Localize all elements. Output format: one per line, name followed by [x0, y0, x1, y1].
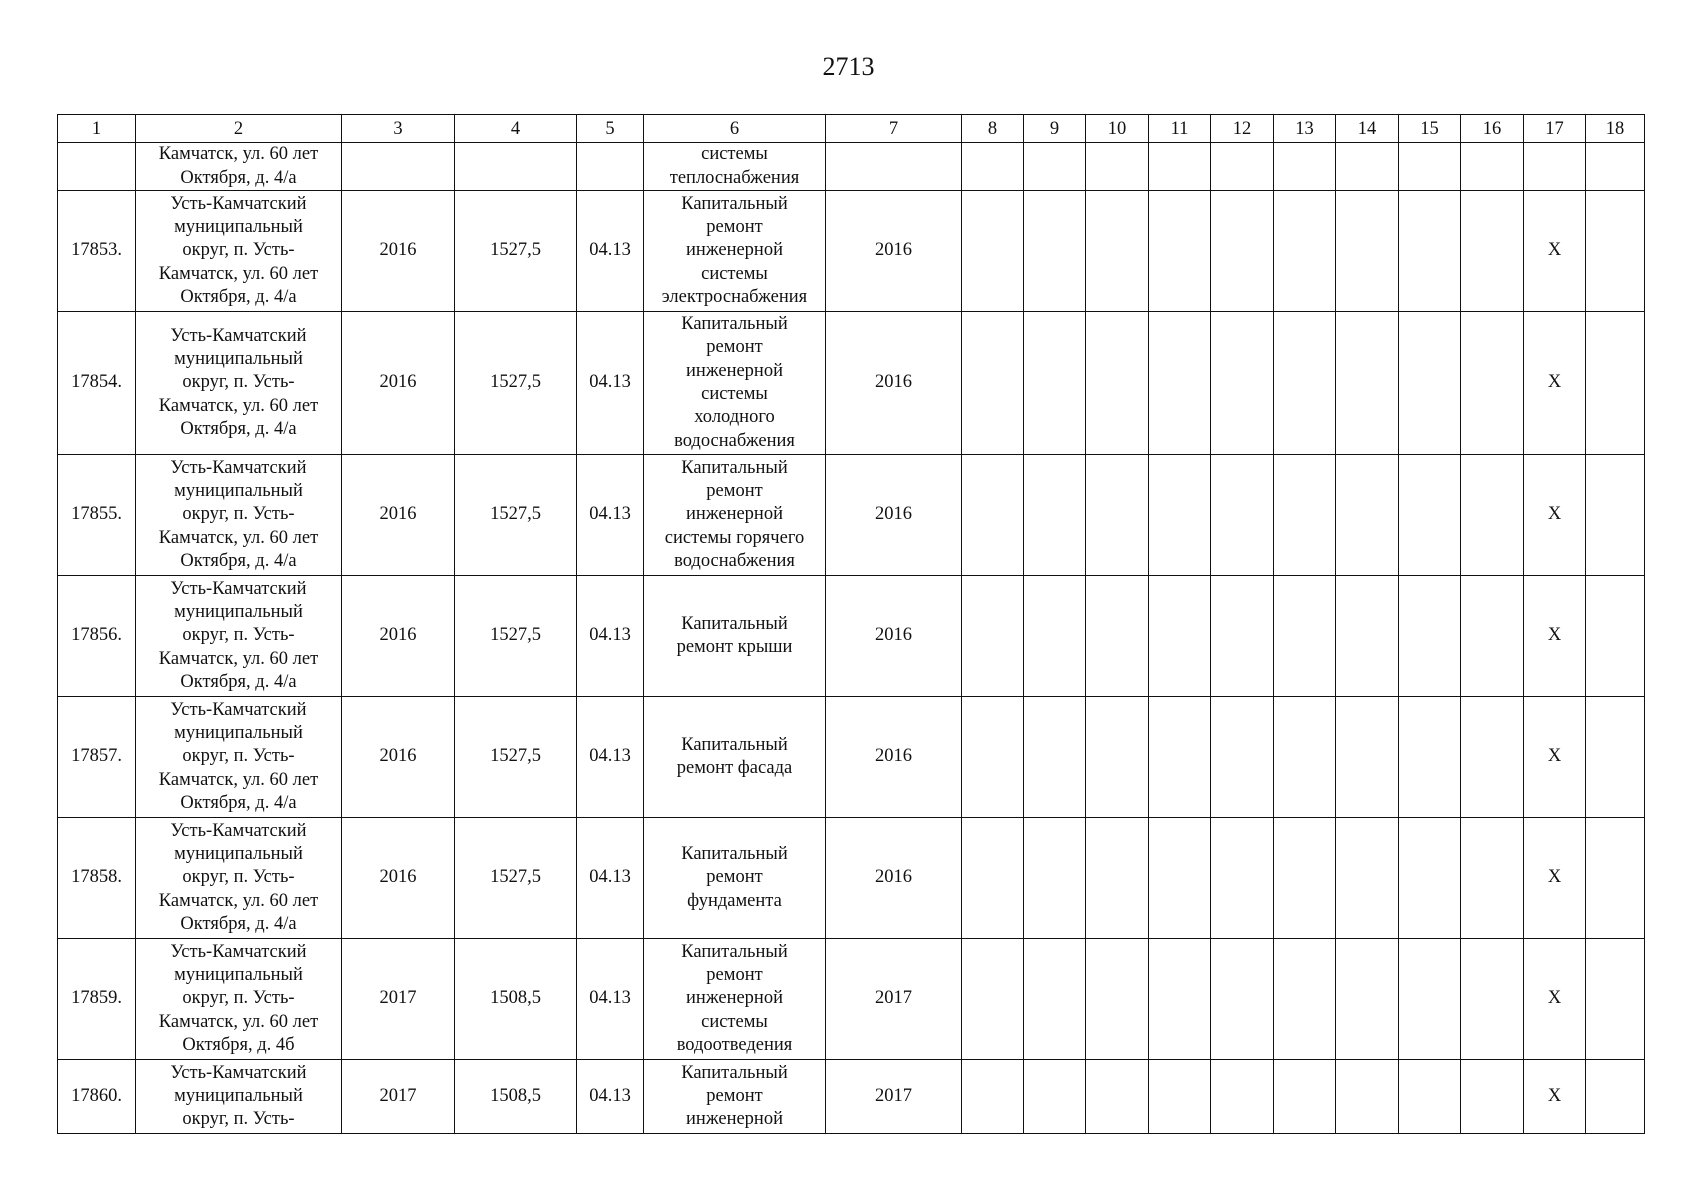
row-number: 17853. — [58, 191, 136, 312]
plan-year-cell: 2017 — [826, 939, 962, 1060]
data-table — [57, 114, 1645, 1134]
empty-cell — [1461, 697, 1524, 818]
column-header: 16 — [1461, 115, 1524, 143]
empty-cell — [1086, 939, 1149, 1060]
empty-cell — [1149, 191, 1211, 312]
empty-cell — [1086, 312, 1149, 455]
row-number: 17860. — [58, 1060, 136, 1134]
plan-year-cell — [826, 143, 962, 191]
table-row — [58, 576, 1645, 697]
empty-cell — [1336, 143, 1399, 191]
area-cell: 1527,5 — [455, 576, 577, 697]
work-type-cell: Капитальный ремонт инженерной системы водоотведения — [644, 939, 826, 1060]
empty-cell — [1586, 312, 1645, 455]
address-cell: Усть-Камчатский муниципальный округ, п. Усть- Камчатск, ул. 60 лет Октября, д. 4/а — [136, 697, 342, 818]
address-cell: Усть-Камчатский муниципальный округ, п. Усть- Камчатск, ул. 60 лет Октября, д. 4/а — [136, 576, 342, 697]
empty-cell — [1336, 312, 1399, 455]
empty-cell — [1274, 143, 1336, 191]
empty-cell — [1149, 1060, 1211, 1134]
year-cell — [342, 143, 455, 191]
column-header: 13 — [1274, 115, 1336, 143]
empty-cell — [1274, 312, 1336, 455]
area-cell: 1527,5 — [455, 191, 577, 312]
work-type-cell: Капитальный ремонт инженерной — [644, 1060, 826, 1134]
empty-cell — [1399, 818, 1461, 939]
empty-cell — [1399, 455, 1461, 576]
col17-mark: X — [1524, 697, 1586, 818]
empty-cell — [1586, 697, 1645, 818]
empty-cell — [962, 939, 1024, 1060]
address-cell: Усть-Камчатский муниципальный округ, п. Усть- Камчатск, ул. 60 лет Октября, д. 4/а — [136, 191, 342, 312]
empty-cell — [1086, 818, 1149, 939]
empty-cell — [1336, 818, 1399, 939]
empty-cell — [1149, 939, 1211, 1060]
empty-cell — [1399, 939, 1461, 1060]
empty-cell — [1336, 1060, 1399, 1134]
empty-cell — [1149, 455, 1211, 576]
empty-cell — [1274, 576, 1336, 697]
col17-mark: X — [1524, 1060, 1586, 1134]
work-type-cell: Капитальный ремонт инженерной системы электроснабжения — [644, 191, 826, 312]
code-cell: 04.13 — [577, 455, 644, 576]
empty-cell — [1149, 143, 1211, 191]
row-number: 17859. — [58, 939, 136, 1060]
empty-cell — [1024, 1060, 1086, 1134]
column-header: 1 — [58, 115, 136, 143]
year-cell: 2016 — [342, 191, 455, 312]
empty-cell — [1399, 191, 1461, 312]
address-cell: Усть-Камчатский муниципальный округ, п. Усть- Камчатск, ул. 60 лет Октября, д. 4/а — [136, 818, 342, 939]
area-cell: 1527,5 — [455, 455, 577, 576]
year-cell: 2016 — [342, 697, 455, 818]
empty-cell — [1586, 143, 1645, 191]
column-header: 8 — [962, 115, 1024, 143]
code-cell: 04.13 — [577, 818, 644, 939]
empty-cell — [1024, 818, 1086, 939]
empty-cell — [1274, 455, 1336, 576]
plan-year-cell: 2016 — [826, 191, 962, 312]
column-header: 7 — [826, 115, 962, 143]
empty-cell — [1586, 818, 1645, 939]
page-number: 2713 — [822, 52, 875, 81]
column-header: 12 — [1211, 115, 1274, 143]
empty-cell — [1461, 312, 1524, 455]
column-header: 10 — [1086, 115, 1149, 143]
empty-cell — [1149, 697, 1211, 818]
empty-cell — [1211, 697, 1274, 818]
empty-cell — [1024, 143, 1086, 191]
table-row — [58, 697, 1645, 818]
empty-cell — [1399, 697, 1461, 818]
empty-cell — [1461, 818, 1524, 939]
empty-cell — [1336, 576, 1399, 697]
col17-mark: X — [1524, 818, 1586, 939]
plan-year-cell: 2016 — [826, 576, 962, 697]
column-header: 3 — [342, 115, 455, 143]
column-header: 15 — [1399, 115, 1461, 143]
empty-cell — [1211, 191, 1274, 312]
empty-cell — [1586, 191, 1645, 312]
table-row — [58, 312, 1645, 455]
empty-cell — [1336, 697, 1399, 818]
work-type-cell: Капитальный ремонт инженерной системы холодного водоснабжения — [644, 312, 826, 455]
empty-cell — [1461, 939, 1524, 1060]
area-cell — [455, 143, 577, 191]
work-type-cell: Капитальный ремонт крыши — [644, 576, 826, 697]
year-cell: 2017 — [342, 939, 455, 1060]
address-cell: Усть-Камчатский муниципальный округ, п. Усть- Камчатск, ул. 60 лет Октября, д. 4б — [136, 939, 342, 1060]
empty-cell — [1336, 939, 1399, 1060]
empty-cell — [962, 191, 1024, 312]
plan-year-cell: 2017 — [826, 1060, 962, 1134]
empty-cell — [1149, 576, 1211, 697]
empty-cell — [1586, 576, 1645, 697]
empty-cell — [1336, 191, 1399, 312]
table-row — [58, 191, 1645, 312]
row-number: 17854. — [58, 312, 136, 455]
col17-mark: X — [1524, 455, 1586, 576]
empty-cell — [1211, 1060, 1274, 1134]
empty-cell — [1461, 191, 1524, 312]
empty-cell — [1461, 143, 1524, 191]
year-cell: 2016 — [342, 576, 455, 697]
empty-cell — [1024, 576, 1086, 697]
code-cell: 04.13 — [577, 939, 644, 1060]
table-row — [58, 143, 1645, 191]
col17-mark: X — [1524, 191, 1586, 312]
area-cell: 1527,5 — [455, 312, 577, 455]
year-cell: 2016 — [342, 455, 455, 576]
code-cell: 04.13 — [577, 1060, 644, 1134]
work-type-cell: Капитальный ремонт инженерной системы горячего водоснабжения — [644, 455, 826, 576]
area-cell: 1508,5 — [455, 1060, 577, 1134]
empty-cell — [1024, 312, 1086, 455]
empty-cell — [1399, 143, 1461, 191]
column-header: 2 — [136, 115, 342, 143]
row-number: 17856. — [58, 576, 136, 697]
col17-mark: X — [1524, 939, 1586, 1060]
empty-cell — [1274, 818, 1336, 939]
empty-cell — [1399, 1060, 1461, 1134]
empty-cell — [1211, 312, 1274, 455]
row-number — [58, 143, 136, 191]
year-cell: 2016 — [342, 312, 455, 455]
empty-cell — [1149, 312, 1211, 455]
code-cell: 04.13 — [577, 191, 644, 312]
column-header: 5 — [577, 115, 644, 143]
plan-year-cell: 2016 — [826, 312, 962, 455]
column-header: 11 — [1149, 115, 1211, 143]
empty-cell — [1274, 1060, 1336, 1134]
work-type-cell: системы теплоснабжения — [644, 143, 826, 191]
table-row — [58, 455, 1645, 576]
empty-cell — [1211, 143, 1274, 191]
empty-cell — [1461, 1060, 1524, 1134]
empty-cell — [1086, 1060, 1149, 1134]
empty-cell — [962, 1060, 1024, 1134]
code-cell: 04.13 — [577, 697, 644, 818]
row-number: 17857. — [58, 697, 136, 818]
empty-cell — [1211, 455, 1274, 576]
header-row — [58, 115, 1645, 143]
year-cell: 2017 — [342, 1060, 455, 1134]
empty-cell — [1086, 455, 1149, 576]
col17-mark — [1524, 143, 1586, 191]
empty-cell — [1024, 191, 1086, 312]
col17-mark: X — [1524, 576, 1586, 697]
empty-cell — [1461, 455, 1524, 576]
row-number: 17855. — [58, 455, 136, 576]
empty-cell — [1274, 939, 1336, 1060]
empty-cell — [1399, 576, 1461, 697]
empty-cell — [1024, 939, 1086, 1060]
empty-cell — [962, 818, 1024, 939]
empty-cell — [1211, 576, 1274, 697]
work-type-cell: Капитальный ремонт фасада — [644, 697, 826, 818]
empty-cell — [1024, 455, 1086, 576]
column-header: 14 — [1336, 115, 1399, 143]
code-cell: 04.13 — [577, 576, 644, 697]
code-cell: 04.13 — [577, 312, 644, 455]
empty-cell — [1149, 818, 1211, 939]
empty-cell — [1461, 576, 1524, 697]
table-row — [58, 1060, 1645, 1134]
plan-year-cell: 2016 — [826, 455, 962, 576]
table-row — [58, 818, 1645, 939]
address-cell: Усть-Камчатский муниципальный округ, п. Усть- — [136, 1060, 342, 1134]
empty-cell — [1586, 939, 1645, 1060]
column-header: 9 — [1024, 115, 1086, 143]
empty-cell — [1399, 312, 1461, 455]
area-cell: 1527,5 — [455, 818, 577, 939]
plan-year-cell: 2016 — [826, 697, 962, 818]
empty-cell — [1274, 191, 1336, 312]
address-cell: Усть-Камчатский муниципальный округ, п. Усть- Камчатск, ул. 60 лет Октября, д. 4/а — [136, 455, 342, 576]
column-header: 17 — [1524, 115, 1586, 143]
row-number: 17858. — [58, 818, 136, 939]
empty-cell — [1086, 576, 1149, 697]
empty-cell — [962, 143, 1024, 191]
area-cell: 1527,5 — [455, 697, 577, 818]
area-cell: 1508,5 — [455, 939, 577, 1060]
column-header: 18 — [1586, 115, 1645, 143]
empty-cell — [1086, 143, 1149, 191]
empty-cell — [1586, 455, 1645, 576]
address-cell: Усть-Камчатский муниципальный округ, п. Усть- Камчатск, ул. 60 лет Октября, д. 4/а — [136, 312, 342, 455]
year-cell: 2016 — [342, 818, 455, 939]
address-cell: Камчатск, ул. 60 лет Октября, д. 4/а — [136, 143, 342, 191]
column-header: 4 — [455, 115, 577, 143]
table-row — [58, 939, 1645, 1060]
empty-cell — [1274, 697, 1336, 818]
empty-cell — [962, 312, 1024, 455]
empty-cell — [962, 455, 1024, 576]
empty-cell — [962, 697, 1024, 818]
empty-cell — [1024, 697, 1086, 818]
column-header: 6 — [644, 115, 826, 143]
code-cell — [577, 143, 644, 191]
work-type-cell: Капитальный ремонт фундамента — [644, 818, 826, 939]
empty-cell — [1211, 939, 1274, 1060]
empty-cell — [1586, 1060, 1645, 1134]
empty-cell — [1086, 697, 1149, 818]
empty-cell — [1336, 455, 1399, 576]
col17-mark: X — [1524, 312, 1586, 455]
empty-cell — [962, 576, 1024, 697]
empty-cell — [1086, 191, 1149, 312]
empty-cell — [1211, 818, 1274, 939]
plan-year-cell: 2016 — [826, 818, 962, 939]
